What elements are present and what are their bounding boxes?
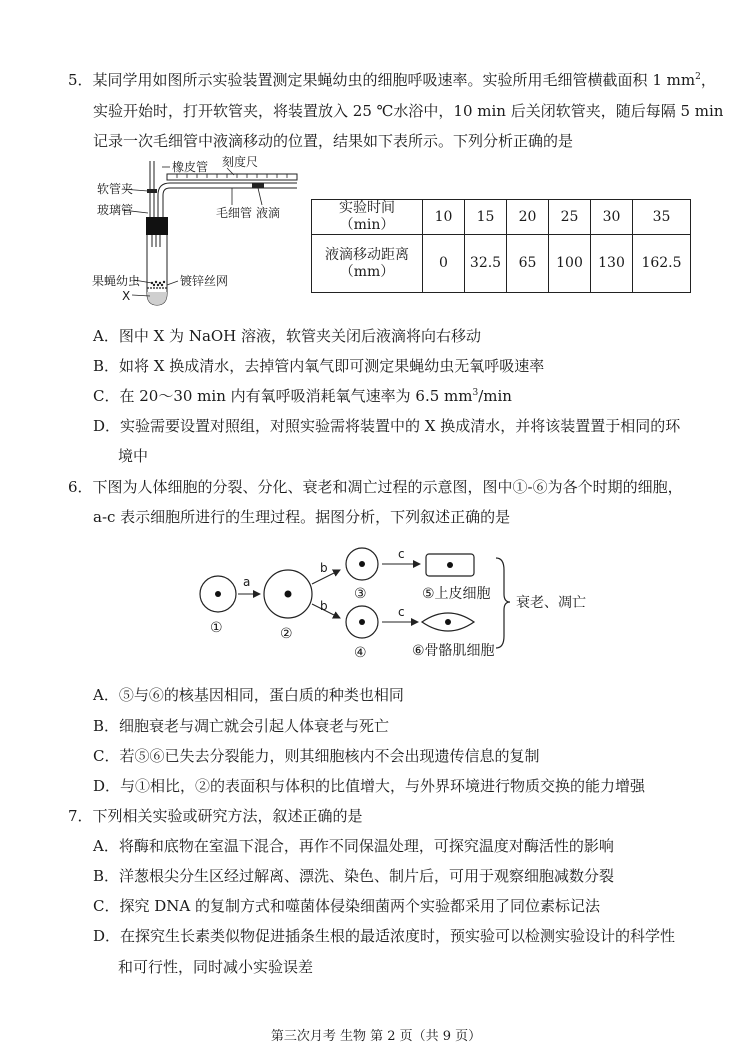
q7-option-c: C．探究 DNA 的复制方式和噬菌体侵染细菌两个实验都采用了同位素标记法 <box>93 897 601 915</box>
row1-header-line1: 实验时间 <box>339 200 395 216</box>
q6-stem-line-2: a-c 表示细胞所进行的生理过程。据图分析，下列叙述正确的是 <box>93 508 511 526</box>
label-cell-2: ② <box>280 626 293 642</box>
label-b-upper: b <box>320 561 328 575</box>
q5-stem-line-2: 实验开始时，打开软管夹，将装置放入 25 ℃水浴中，10 min 后关闭软管夹，随后每隔 5 min <box>93 102 724 120</box>
label-fate: 衰老、凋亡 <box>516 595 586 611</box>
row1-header-line2: （min） <box>339 217 395 233</box>
q5-stem-sup: 2 <box>695 72 701 82</box>
table-row-distance <box>312 235 691 293</box>
q5-option-c-unit: /min <box>478 387 512 405</box>
stopper <box>146 217 168 235</box>
q7-option-b: B．洋葱根尖分生区经过解离、漂洗、染色、制片后，可用于观察细胞减数分裂 <box>93 867 615 885</box>
row2-header <box>312 235 423 293</box>
label-x: X <box>122 289 131 303</box>
label-droplet: 液滴 <box>256 206 281 220</box>
q6-cell-diagram <box>190 540 610 668</box>
label-capillary: 毛细管 <box>216 206 253 220</box>
q5-option-a: A．图中 X 为 NaOH 溶液，软管夹关闭后液滴将向右移动 <box>93 327 482 345</box>
q6-number: 6． <box>68 478 93 496</box>
q5-apparatus-diagram <box>92 155 307 310</box>
q7-stem-text: 下列相关实验或研究方法，叙述正确的是 <box>92 807 363 825</box>
time-cell: 10 <box>423 200 465 235</box>
distance-cell: 162.5 <box>633 235 691 293</box>
q5-option-d-line-1: D．实验需要设置对照组，对照实验需将装置中的 X 换成清水，并将该装置置于相同的环 <box>93 417 681 435</box>
label-c-upper: c <box>398 547 405 561</box>
q5-number: 5． <box>68 71 93 89</box>
q5-data-table <box>311 199 691 293</box>
row1-header <box>312 200 423 235</box>
q5-option-c <box>93 386 512 406</box>
time-cell: 15 <box>465 200 507 235</box>
time-cell: 20 <box>507 200 549 235</box>
label-ruler: 刻度尺 <box>222 155 259 169</box>
label-cell-1: ① <box>210 620 223 636</box>
label-hose-clamp: 软管夹 <box>97 182 134 196</box>
distance-cell: 0 <box>423 235 465 293</box>
q5-stem-1: 某同学用如图所示实验装置测定果蝇幼虫的细胞呼吸速率。实验所用毛细管横截面积 1 mm <box>92 71 696 89</box>
label-b-lower: b <box>320 599 328 613</box>
q5-stem-line-1 <box>68 70 716 90</box>
brace <box>496 558 510 648</box>
label-cell-6: ⑥骨骼肌细胞 <box>412 643 495 659</box>
q7-stem <box>68 806 363 826</box>
label-larvae: 果蝇幼虫 <box>92 274 141 288</box>
label-c-lower: c <box>398 605 405 619</box>
q5-option-b: B．如将 X 换成清水，去掉管内氧气即可测定果蝇幼虫无氧呼吸速率 <box>93 357 545 375</box>
q5-option-d-line-2: 境中 <box>118 447 149 465</box>
label-cell-5: ⑤上皮细胞 <box>422 586 491 602</box>
distance-cell: 32.5 <box>465 235 507 293</box>
hose-clamp-icon <box>147 189 157 193</box>
label-wire-mesh: 镀锌丝网 <box>180 274 229 288</box>
q5-option-c-sup: 3 <box>472 388 479 398</box>
q7-option-a: A．将酶和底物在室温下混合，再作不同保温处理，可探究温度对酶活性的影响 <box>93 837 614 855</box>
label-rubber-tube: 橡皮管 <box>172 160 209 174</box>
label-a: a <box>243 575 251 589</box>
page-footer: 第三次月考 生物 第 2 页（共 9 页） <box>270 1029 482 1044</box>
distance-cell: 100 <box>549 235 591 293</box>
row2-header-line1: 液滴移动距离 <box>325 246 409 263</box>
q6-option-b: B．细胞衰老与凋亡就会引起人体衰老与死亡 <box>93 717 390 735</box>
distance-cell: 65 <box>507 235 549 293</box>
label-cell-3: ③ <box>354 586 367 602</box>
row2-header-line2: （mm） <box>339 263 395 280</box>
table-row-time <box>312 200 691 235</box>
q7-option-d-line-1: D．在探究生长素类似物促进插条生根的最适浓度时，预实验可以检测实验设计的科学性 <box>93 927 676 945</box>
distance-cell: 130 <box>591 235 633 293</box>
droplet-icon <box>252 183 264 188</box>
q6-option-c: C．若⑤⑥已失去分裂能力，则其细胞核内不会出现遗传信息的复制 <box>93 747 540 765</box>
time-cell: 35 <box>633 200 691 235</box>
q7-option-d-line-2: 和可行性，同时减小实验误差 <box>118 958 314 976</box>
q7-number: 7． <box>68 807 93 825</box>
q6-option-a: A．⑤与⑥的核基因相同，蛋白质的种类也相同 <box>93 686 404 704</box>
label-glass-tube: 玻璃管 <box>97 203 134 217</box>
q6-stem-line-1 <box>68 477 683 497</box>
q5-stem-line-3: 记录一次毛细管中液滴移动的位置，结果如下表所示。下列分析正确的是 <box>93 132 574 150</box>
q6-option-d: D．与①相比，②的表面积与体积的比值增大，与外界环境进行物质交换的能力增强 <box>93 777 646 795</box>
time-cell: 30 <box>591 200 633 235</box>
time-cell: 25 <box>549 200 591 235</box>
q6-stem-1: 下图为人体细胞的分裂、分化、衰老和凋亡过程的示意图，图中①-⑥为各个时期的细胞， <box>92 478 683 496</box>
q5-option-c-text: C．在 20～30 min 内有氧呼吸消耗氧气速率为 6.5 mm <box>93 387 473 405</box>
q5-stem-end: ， <box>700 71 716 89</box>
ruler <box>167 174 297 180</box>
label-cell-4: ④ <box>354 645 367 661</box>
